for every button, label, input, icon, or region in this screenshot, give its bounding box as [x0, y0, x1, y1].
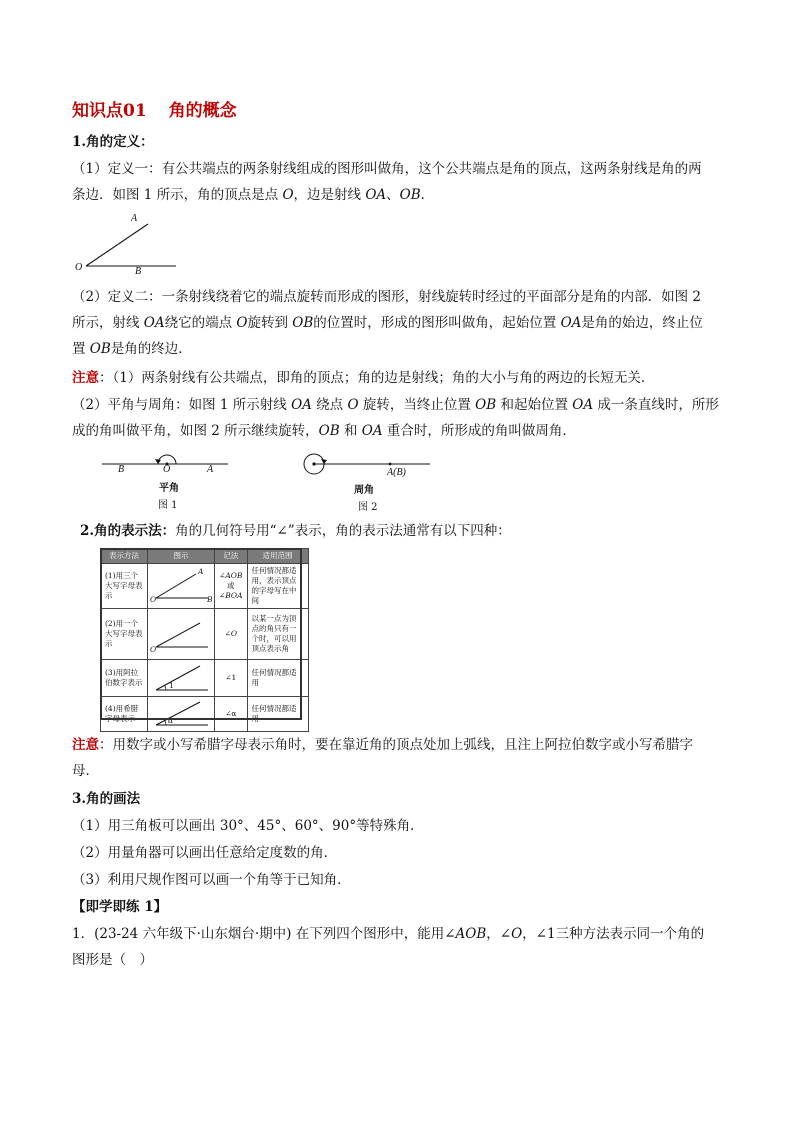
def2-line3: 置 OB是角的终边． — [72, 341, 192, 357]
scope-cell: 任何情况都适用 — [247, 660, 308, 697]
table-row — [101, 660, 309, 697]
def2-line1: （2）定义二：一条射线绕着它的端点旋转而形成的图形，射线旋转时经过的平面部分是角的内部．如图 2 — [72, 289, 701, 305]
s2-heading: 2.角的表示法： — [80, 523, 176, 539]
note2-line1: 注意：用数字或小写希腊字母表示角时，要在靠近角的顶点处加上弧线，且注上阿拉伯数字或小写希腊字 — [72, 737, 693, 753]
note1-line1: 注意：（1）两条射线有公共端点，即角的顶点；角的边是射线；角的大小与角的两边的长短无关． — [72, 370, 655, 386]
note-label: 注意 — [72, 737, 99, 753]
fig1-label-b: B — [118, 464, 125, 475]
angle-diagram-icon — [148, 567, 214, 605]
note2-line2: 母． — [72, 763, 99, 779]
def1-line2: 条边．如图 1 所示，角的顶点是点 O，边是射线 OA、OB． — [72, 187, 435, 203]
notation-cell: ∠α — [215, 697, 248, 732]
section-title — [72, 96, 237, 121]
table-row — [101, 697, 309, 732]
angle-diagram-icon — [148, 609, 214, 659]
note-label: 注意 — [72, 370, 99, 386]
fig-label-a: A — [131, 213, 138, 224]
diagram-cell: 1 — [148, 660, 215, 697]
fig-label-o: O — [75, 262, 83, 273]
s2-intro: 角的几何符号用“∠”表示，角的表示法通常有以下四种： — [175, 523, 511, 539]
practice-q1-line2: 图形是（ ） — [72, 952, 153, 968]
fig1-label-a: A — [207, 464, 214, 475]
table-header: 适用范围 — [247, 549, 308, 564]
notation-cell: ∠AOB 或 ∠BOA — [215, 564, 248, 609]
angle-figure — [70, 208, 180, 280]
fig1-label-o: O — [163, 464, 171, 475]
practice-heading: 【即学即练 1】 — [72, 899, 168, 915]
method-cell: (4)用希腊字母表示 — [101, 697, 148, 732]
s3-item: （1）用三角板可以画出 30°、45°、60°、90°等特殊角． — [72, 818, 424, 834]
diagram-cell: O — [148, 609, 215, 660]
table-header: 记法 — [215, 549, 248, 564]
table-header-row — [101, 549, 309, 564]
method-cell: (3)用阿拉伯数字表示 — [101, 660, 148, 697]
scope-cell: 任何情况都适用，表示顶点的字母写在中间 — [247, 564, 308, 609]
title-name: 角的概念 — [168, 101, 237, 121]
fig1-caption: 图 1 — [158, 500, 178, 511]
scope-cell: 以某一点为顶点的角只有一个时，可以用顶点表示角 — [247, 609, 308, 660]
table-row — [101, 564, 309, 609]
fig2-caption: 图 2 — [358, 502, 378, 513]
fig1-name: 平角 — [159, 483, 179, 494]
def1-line1: （1）定义一：有公共端点的两条射线组成的图形叫做角，这个公共端点是角的顶点，这两条射线是角的两 — [72, 161, 702, 177]
title-number: 知识点01 — [72, 101, 147, 121]
note1-line3: 成的角叫做平角，如图 2 所示继续旋转，OB 和 OA 重合时，所形成的角叫做周角． — [72, 423, 576, 439]
fig-label-b: B — [135, 266, 142, 277]
full-angle-figure — [298, 450, 432, 478]
s1-heading: 1.角的定义： — [72, 134, 154, 150]
def2-line2: 所示，射线 OA绕它的端点 O旋转到 OB的位置时，形成的图形叫做角，起始位置 OA是角的始边，终止位 — [72, 315, 703, 331]
angle-diagram-icon — [148, 660, 214, 696]
scope-cell: 任何情况都适用 — [247, 697, 308, 732]
diagram-cell: A O B — [148, 564, 215, 609]
s3-heading: 3.角的画法 — [72, 791, 141, 807]
s3-item: （2）用量角器可以画出任意给定度数的角． — [72, 845, 338, 861]
s2-heading-line — [80, 522, 511, 540]
method-cell: (2)用一个大写字母表示 — [101, 609, 148, 660]
method-cell: (1)用三个大写字母表示 — [101, 564, 148, 609]
s3-item: （3）利用尺规作图可以画一个角等于已知角． — [72, 872, 351, 888]
fig2-name: 周角 — [354, 485, 374, 496]
notation-cell: ∠O — [215, 609, 248, 660]
notation-cell: ∠1 — [215, 660, 248, 697]
table-row — [101, 609, 309, 660]
diagram-cell: α — [148, 697, 215, 732]
angle-diagram-icon — [148, 697, 214, 731]
angle-notation-table — [100, 548, 309, 732]
table-header: 表示方法 — [101, 549, 148, 564]
fig2-label-ab: A(B) — [387, 467, 406, 478]
note1-line2: （2）平角与周角：如图 1 所示射线 OA 绕点 O 旋转，当终止位置 OB 和起始位置 OA 成一条直线时，所形 — [72, 397, 719, 413]
practice-q1-line1: 1．(23-24 六年级下·山东烟台·期中) 在下列四个图形中，能用∠AOB，∠O，∠1三种方法表示同一个角的 — [72, 926, 705, 942]
table-header: 图示 — [148, 549, 215, 564]
